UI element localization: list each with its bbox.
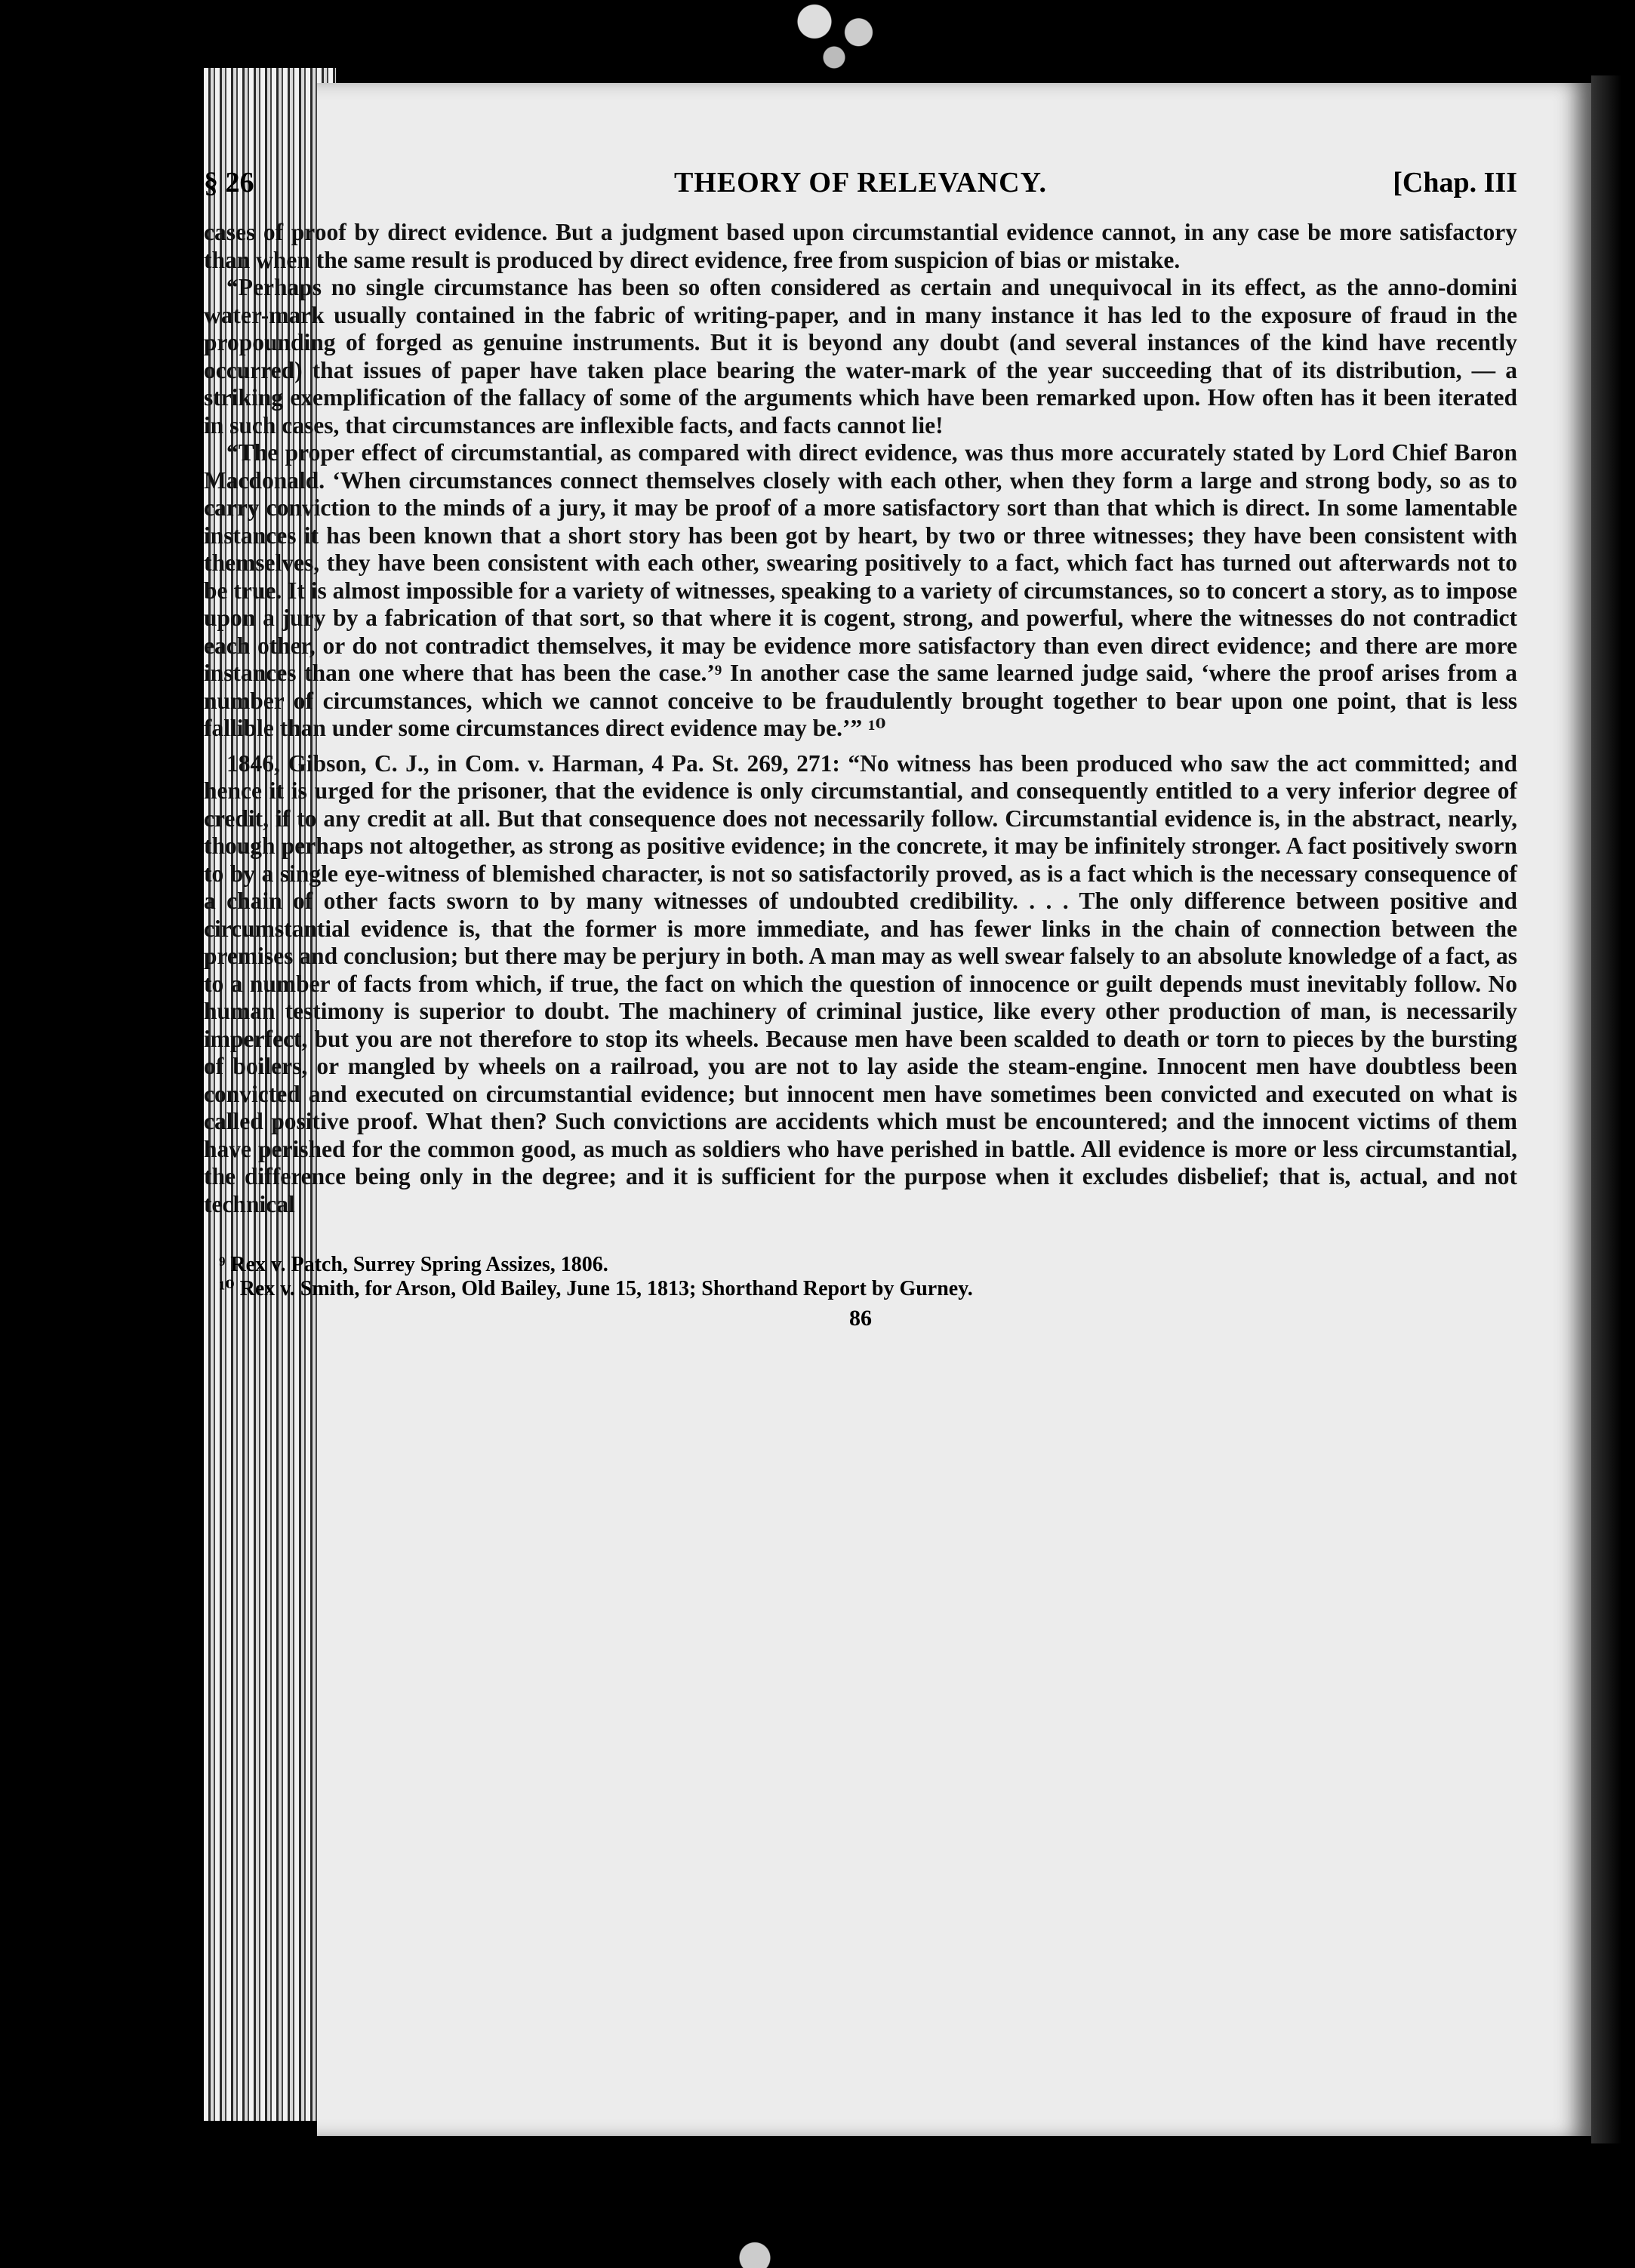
section-number: § 26 — [204, 167, 254, 198]
page-shadow — [1591, 75, 1621, 2143]
scan-artifact-top — [785, 0, 883, 72]
running-title: THEORY OF RELEVANCY. — [673, 167, 1048, 198]
footnote-9: ⁹ Rex v. Patch, Surrey Spring Assizes, 1806. — [219, 1253, 608, 1276]
paragraph-4: 1846, Gibson, C. J., in Com. v. Harman, 4 Pa. St. 269, 271: “No witness has been produced who saw the act committed; and hence it is urged for the prisoner, that the evidence is only circumstantial, and consequently entitled to a very inferior degree of credit, if to any credit at all. But that consequence does not necessarily follow. Circumstantial evidence is, in the abstract, nearly, though perhaps not altogether, as strong as positive evidence; in the concrete, it may be infinitely stronger. A fact positively sworn to by a single eye-witness of blemished character, is not so satisfactorily proved, as is a fact which is the necessary consequence of a chain of other facts sworn to by many witnesses of undoubted credibility. . . . The only difference between positive and circumstantial evidence is, that the former is more immediate, and has fewer links in the chain of connection between the premises and conclusion; but there may be perjury in both. A man may as well swear falsely to an absolute knowledge of a fact, as to a number of facts from which, if true, the fact on which the question of innocence or guilt depends must inevitably follow. No human testimony is superior to doubt. The machinery of criminal justice, like every other production of man, is necessarily imperfect, but you are not therefore to stop its wheels. Because men have been scalded to death or torn to pieces by the bursting of boilers, or mangled by wheels on a railroad, you are not to lay aside the steam-engine. Innocent men have doubtless been convicted and executed on circumstantial evidence; but innocent men have sometimes been convicted and executed on what is called positive proof. What then? Such convictions are accidents which must be encountered; and the innocent victims of them have perished for the common good, as much as soldiers who have perished in battle. All evidence is more or less circumstantial, the difference being only in the degree; and it is sufficient for the purpose when it excludes disbelief; that is, actual, and not technical — [204, 749, 1517, 1217]
footnotes — [204, 1253, 1517, 1301]
scan-artifact-bottom — [725, 2234, 785, 2268]
footnote-10: ¹⁰ Rex v. Smith, for Arson, Old Bailey, June 15, 1813; Shorthand Report by Gurney. — [219, 1277, 973, 1300]
page-content — [204, 166, 1517, 1331]
paragraph-2: “Perhaps no single circumstance has been so often considered as certain and unequivocal in its effect, as the anno-domini water-mark usually contained in the fabric of writing-paper, and in many instance it has led to the exposure of fraud in the propounding of forged as genuine instruments. But it is beyond any doubt (and several instances of the kind have recently occurred) that issues of paper have taken place bearing the water-mark of the year succeeding that of its distribution, — a striking exemplification of the fallacy of some of the arguments which have been remarked upon. How often has it been iterated in such cases, that circumstances are inflexible facts, and facts cannot lie! — [204, 274, 1517, 439]
paragraph-3: “The proper effect of circumstantial, as compared with direct evidence, was thus more accurately stated by Lord Chief Baron Macdonald. ‘When circumstances connect themselves closely with each other, when they form a large and strong body, so as to carry conviction to the minds of a jury, it may be proof of a more satisfactory sort than that which is direct. In some lamentable instances it has been known that a short story has been got by heart, by two or three witnesses; they have been consistent with themselves, they have been consistent with each other, swearing positively to a fact, which fact has turned out afterwards not to be true. It is almost impossible for a variety of witnesses, speaking to a variety of circumstances, so to concert a story, as to impose upon a jury by a fabrication of that sort, so that where it is cogent, strong, and powerful, where the witnesses do not contradict each other, or do not contradict themselves, it may be evidence more satisfactory than even direct evidence; and there are more instances than one where that has been the case.’⁹ In another case the same learned judge said, ‘where the proof arises from a number of circumstances, which we cannot conceive to be fraudulently brought together to bear upon one point, that is less fallible than under some circumstances direct evidence may be.’” ¹⁰ — [204, 439, 1517, 741]
paragraph-1: cases of proof by direct evidence. But a judgment based upon circumstantial evidence cannot, in any case be more satisfactory than when the same result is produced by direct evidence, free from suspicion of bias or mistake. — [204, 219, 1517, 273]
chapter-label: [Chap. III — [1393, 167, 1517, 198]
running-header — [204, 166, 1517, 219]
page-number: 86 — [849, 1306, 872, 1331]
